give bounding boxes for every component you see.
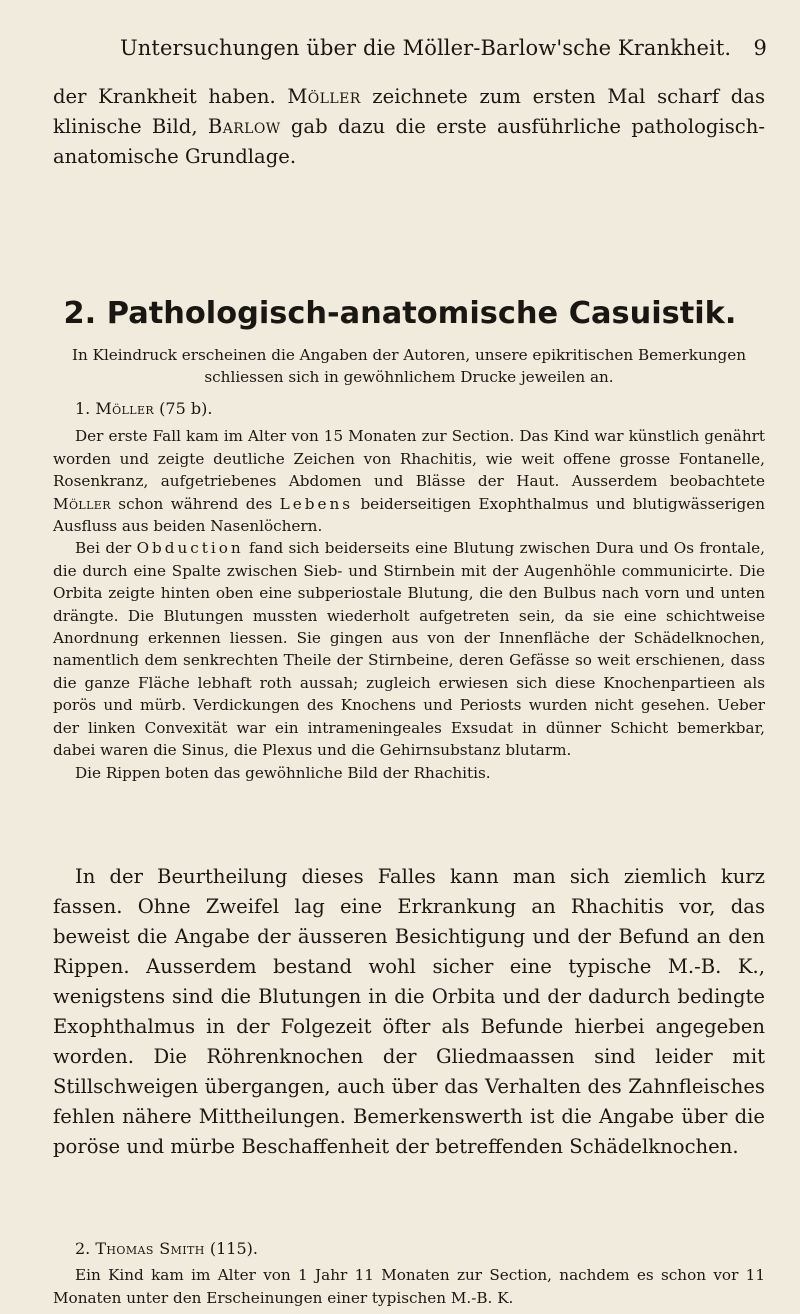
intro-text: In Kleindruck erscheinen die Angaben der Autoren, unsere epikritischen Bemerkungen schliessen sich in gewöhnlichem Drucke jeweilen an. bbox=[71, 346, 746, 387]
case-reference: (75 b). bbox=[154, 399, 213, 418]
author-name: Möller bbox=[287, 85, 361, 108]
text-run: zeichnete zum ersten Mal scharf das klinische Bild, bbox=[53, 85, 765, 138]
text-run: fand sich beiderseits eine Blutung zwischen Dura und Os frontale, die durch eine Spalte zwischen Sieb- und Stirnbein mit der Augenhöhle communicirte. Die Orbita zeigte hinten oben eine subperiostale Blutung, die den Bulbus nach vorn und unten drängte. Die Blutungen mussten wiederholt aufgetreten sein, da sie eine schichtweise Anordnung erkennen liessen. Sie gingen aus von der Innenfläche der Schädelknochen, namentlich dem senkrechten Theile der Stirnbeine, deren Gefässe so weit erschienen, dass die ganze Fläche lebhaft roth aussah; zugleich erwiesen sich diese Knochenpartieen als porös und mürb. Verdickungen des Knochens und Periosts wurden nicht gesehen. Ueber der linken Convexität war ein intrameningeales Exsudat in dünner Schicht bemerkbar, dabei waren die Sinus, die Plexus und die Gehirnsubstanz blutarm. bbox=[53, 539, 765, 760]
case-1-paragraph-2 bbox=[53, 537, 765, 761]
case-reference: (115). bbox=[204, 1239, 258, 1258]
text-run: der Krankheit haben. bbox=[53, 85, 288, 108]
case-2-paragraph-1: Ein Kind kam im Alter von 1 Jahr 11 Monaten zur Section, nachdem es schon vor 11 Monaten unter den Erscheinungen einer typischen M.-B. K. bbox=[53, 1266, 765, 1307]
case-1 bbox=[53, 398, 765, 784]
page-number: 9 bbox=[753, 36, 767, 60]
text-run: Bei der bbox=[75, 539, 137, 558]
author-name: Möller bbox=[53, 494, 111, 513]
text-run: Der erste Fall kam im Alter von 15 Monaten zur Section. Das Kind war künstlich genährt worden und zeigte deutliche Zeichen von Rhachitis, wie weit offene grosse Fontanelle, Rosenkranz, aufgetriebenes Abdomen und Blässe der Haut. Ausserdem beobachtete bbox=[53, 427, 765, 491]
section-intro bbox=[53, 344, 765, 389]
case-2-title bbox=[53, 1238, 765, 1260]
emphasis-spaced: Lebens bbox=[279, 494, 354, 513]
case-1-paragraph-3: Die Rippen boten das gewöhnliche Bild der Rhachitis. bbox=[75, 763, 491, 782]
discussion-text: In der Beurtheilung dieses Falles kann man sich ziemlich kurz fassen. Ohne Zweifel lag eine Erkrankung an Rhachitis vor, das beweist die Angabe der äusseren Besichtigung und der Befund an den Rippen. Ausserdem bestand wohl sicher eine typische M.-B. K., wenigstens sind die Blutungen in die Orbita und der dadurch bedingte Exophthalmus in der Folgezeit öfter als Befunde hierbei angegeben worden. Die Röhrenknochen der Gliedmaassen sind leider mit Stillschweigen übergangen, auch über das Verhalten des Zahnfleisches fehlen nähere Mittheilungen. Bemerkenswerth ist die Angabe über die poröse und mürbe Beschaffenheit der betreffenden Schädelknochen. bbox=[53, 865, 765, 1158]
text-run: gab dazu die erste ausführliche pathologisch-anatomische Grundlage. bbox=[53, 115, 765, 168]
text-run: schon während des bbox=[110, 494, 280, 513]
case-1-title bbox=[53, 398, 765, 420]
case-2 bbox=[53, 1238, 765, 1309]
section-heading: 2. Pathologisch-anatomische Casuistik. bbox=[63, 296, 737, 331]
case-number: 2. bbox=[75, 1239, 96, 1258]
discussion-paragraph bbox=[53, 862, 765, 1162]
case-1-paragraph-1 bbox=[53, 425, 765, 537]
case-author: Thomas Smith bbox=[95, 1239, 205, 1258]
case-number: 1. bbox=[75, 399, 96, 418]
running-head-title: Untersuchungen über die Möller-Barlow'sche Krankheit. bbox=[120, 36, 732, 60]
emphasis-spaced: Obduction bbox=[136, 539, 244, 558]
author-name: Barlow bbox=[207, 115, 281, 138]
case-author: Möller bbox=[95, 399, 155, 418]
text-run: beiderseitigen Exophthalmus und blutigwässerigen Ausfluss aus beiden Nasenlöchern. bbox=[53, 494, 765, 536]
opening-paragraph bbox=[53, 82, 765, 172]
